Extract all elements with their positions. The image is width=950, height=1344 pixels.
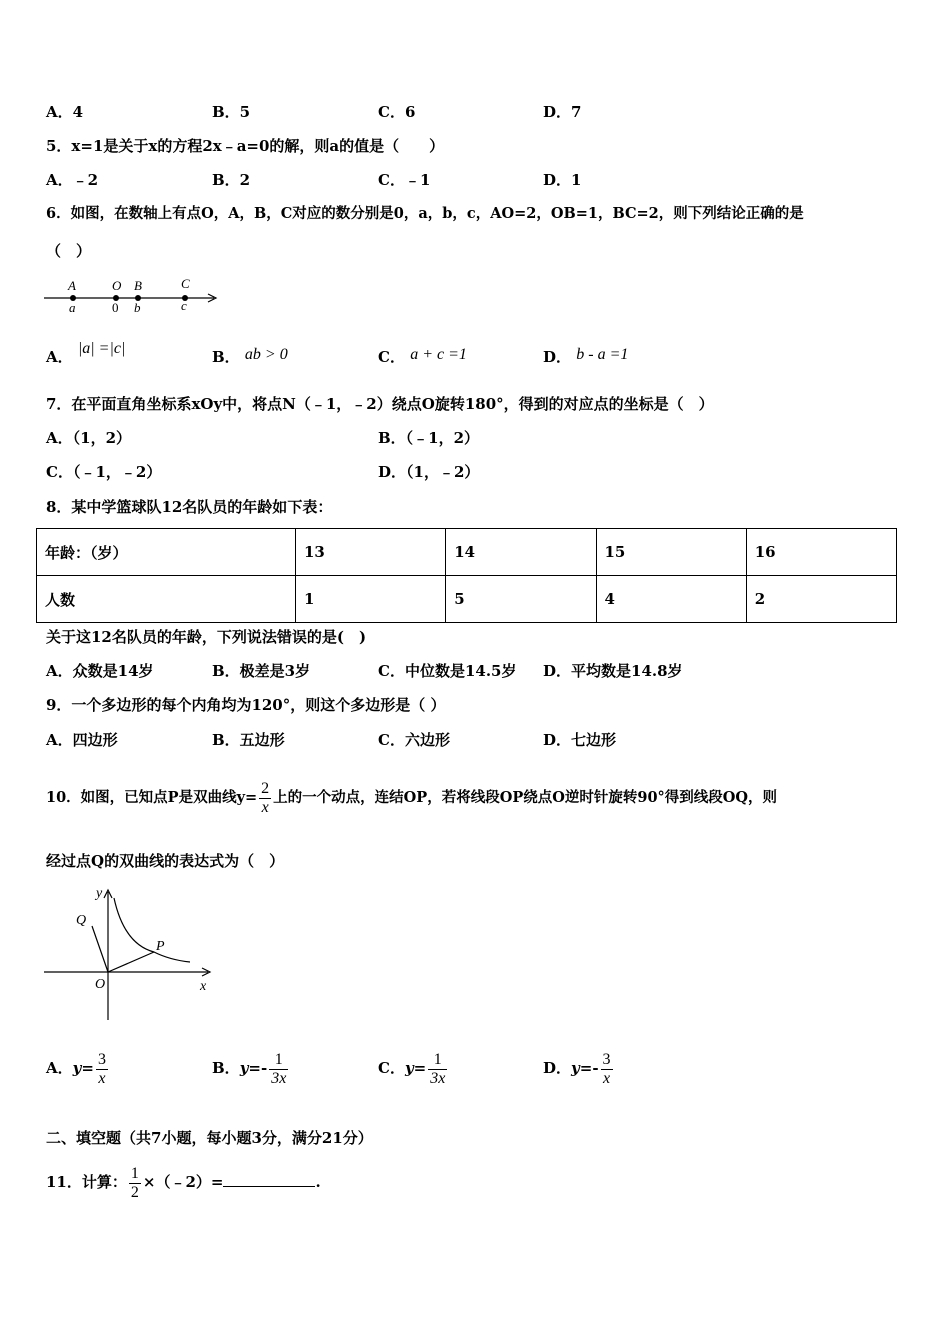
q10-option-d-frac xyxy=(601,1051,613,1088)
y-label: y xyxy=(96,886,103,901)
q10-stem-cont: 经过点Q的双曲线的表达式为（ ） xyxy=(46,852,285,870)
table-cell: 人数 xyxy=(37,576,296,623)
q10-option-a-num: 3 xyxy=(97,1050,106,1068)
q6-option-d-label: D． xyxy=(543,348,572,366)
q11-frac-num: 1 xyxy=(130,1164,139,1182)
q7-option-d: D．（1，﹣2） xyxy=(378,463,480,481)
q8-option-d: D．平均数是14.8岁 xyxy=(543,662,683,680)
q10-stem xyxy=(46,770,777,826)
q10-frac-den: x xyxy=(259,798,271,817)
q6-option-a-expr: |a| =|c| xyxy=(77,340,126,357)
q11-answer-blank[interactable] xyxy=(223,1170,315,1187)
table-row xyxy=(37,576,897,623)
q8-option-a: A．众数是14岁 xyxy=(46,662,154,680)
x-label: x xyxy=(200,979,207,994)
segment-oq xyxy=(92,926,108,972)
q6-stem: 6．如图，在数轴上有点O，A，B，C对应的数分别是0，a，b，c，AO=2，OB=1，BC=2，则下列结论正确的是 xyxy=(46,205,804,222)
label-O: O xyxy=(112,278,122,293)
table-header-cell: 年龄：（岁） xyxy=(37,529,296,576)
q10-option-b xyxy=(212,1046,290,1090)
table-cell: 1 xyxy=(296,576,446,623)
q10-option-b-sign: - xyxy=(260,1059,268,1077)
q6-option-a-label: A． xyxy=(46,348,73,366)
label-C: C xyxy=(181,276,190,291)
q10-option-c-num: 1 xyxy=(433,1050,442,1068)
q6-option-b xyxy=(212,347,288,368)
q5-option-b: B．2 xyxy=(212,171,251,189)
q10-option-c-frac xyxy=(428,1051,447,1088)
q10-option-b-y: y= xyxy=(239,1059,261,1077)
q9-option-d: D．七边形 xyxy=(543,731,617,749)
q6-option-b-label: B． xyxy=(212,348,240,366)
q5-option-a: A．﹣2 xyxy=(46,171,99,189)
q4-option-b: B．5 xyxy=(212,103,251,121)
q5-option-d: D．1 xyxy=(543,171,582,189)
q5-option-c: C．﹣1 xyxy=(378,171,431,189)
table-header-cell: 13 xyxy=(296,529,446,576)
q6-option-a xyxy=(46,340,126,368)
table-header-cell: 15 xyxy=(596,529,746,576)
q4-option-c: C．6 xyxy=(378,103,416,121)
q10-option-a-y: y= xyxy=(72,1059,94,1077)
label-0: 0 xyxy=(112,300,119,315)
table-cell: 2 xyxy=(746,576,896,623)
q11-end: . xyxy=(315,1173,321,1191)
q10-option-a-label: A． xyxy=(46,1059,73,1077)
q10-option-a-frac xyxy=(96,1051,108,1088)
q7-stem: 7．在平面直角坐标系xOy中，将点N（﹣1，﹣2）绕点O旋转180°，得到的对应点的坐标是（ ） xyxy=(46,395,714,413)
q8-option-b: B．极差是3岁 xyxy=(212,662,311,680)
table-header-cell: 14 xyxy=(446,529,596,576)
q5-stem: 5．x=1是关于x的方程2x﹣a=0的解，则a的值是（ ） xyxy=(46,137,445,155)
label-B: B xyxy=(134,278,142,293)
q4-option-a: A．4 xyxy=(46,103,84,121)
q8-option-c: C．中位数是14.5岁 xyxy=(378,662,517,680)
q9-option-a: A．四边形 xyxy=(46,731,118,749)
q6-option-d xyxy=(543,347,628,368)
number-line-figure xyxy=(40,274,230,320)
q4-option-d: D．7 xyxy=(543,103,582,121)
q10-option-a xyxy=(46,1046,110,1090)
label-c: c xyxy=(181,298,187,313)
q11-post: ×（﹣2）= xyxy=(142,1173,224,1191)
q10-option-b-frac xyxy=(269,1051,288,1088)
q8-after: 关于这12名队员的年龄，下列说法错误的是( ) xyxy=(46,628,367,646)
label-b: b xyxy=(134,300,141,315)
q6-option-c xyxy=(378,347,467,368)
q10-option-b-label: B． xyxy=(212,1059,240,1077)
section2-title: 二、填空题（共7小题，每小题3分，满分21分） xyxy=(46,1129,373,1147)
q6-option-c-label: C． xyxy=(378,348,405,366)
origin-label: O xyxy=(95,977,106,992)
q7-option-c: C．（﹣1，﹣2） xyxy=(46,463,162,481)
q10-option-b-den: 3x xyxy=(271,1069,287,1087)
q8-stem: 8．某中学篮球队12名队员的年龄如下表： xyxy=(46,498,333,516)
q6-option-b-expr: ab > 0 xyxy=(244,346,288,363)
q9-option-c: C．六边形 xyxy=(378,731,450,749)
q10-option-d-label: D． xyxy=(543,1059,572,1077)
q10-option-d-den: x xyxy=(601,1069,613,1088)
table-row xyxy=(37,529,897,576)
q6-option-d-expr: b - a =1 xyxy=(576,346,629,363)
q10-option-c-label: C． xyxy=(378,1059,405,1077)
table-cell: 5 xyxy=(446,576,596,623)
q7-option-b: B．（﹣1，2） xyxy=(378,429,480,447)
q10-option-d-num: 3 xyxy=(602,1050,611,1068)
q10-stem-post: 上的一个动点，连结OP，若将线段OP绕点O逆时针旋转90°得到线段OQ，则 xyxy=(273,789,778,806)
q10-option-d-sign: - xyxy=(592,1059,599,1077)
q6-stem-cont: （ ） xyxy=(46,242,92,260)
q10-option-c-y: y= xyxy=(404,1059,427,1077)
q9-stem: 9．一个多边形的每个内角均为120°，则这个多边形是（ ） xyxy=(46,696,446,714)
q10-frac-num: 2 xyxy=(261,779,270,797)
table-cell: 4 xyxy=(596,576,746,623)
q10-option-a-den: x xyxy=(96,1069,108,1088)
segment-op xyxy=(108,952,154,972)
q11-stem xyxy=(46,1158,321,1206)
label-a: a xyxy=(69,300,76,315)
p-label: P xyxy=(156,939,165,954)
hyperbola-figure xyxy=(40,880,220,1025)
q10-option-c xyxy=(378,1046,449,1090)
q10-option-c-den: 3x xyxy=(430,1069,446,1087)
q10-fraction xyxy=(259,780,271,817)
q10-option-d-y: y= xyxy=(571,1059,593,1077)
q7-option-a: A．（1，2） xyxy=(46,429,132,447)
q11-frac-den: 2 xyxy=(130,1183,139,1201)
q10-option-b-num: 1 xyxy=(274,1050,283,1068)
q10-option-d xyxy=(543,1046,615,1090)
q9-option-b: B．五边形 xyxy=(212,731,285,749)
q-label: Q xyxy=(76,913,87,928)
age-table xyxy=(36,528,897,623)
label-A: A xyxy=(68,278,76,293)
q11-fraction xyxy=(129,1165,141,1202)
table-header-cell: 16 xyxy=(746,529,896,576)
q11-pre: 11．计算： xyxy=(46,1173,127,1191)
q6-option-c-expr: a + c =1 xyxy=(410,346,467,363)
q10-stem-pre: 10．如图，已知点P是双曲线y= xyxy=(46,789,258,806)
